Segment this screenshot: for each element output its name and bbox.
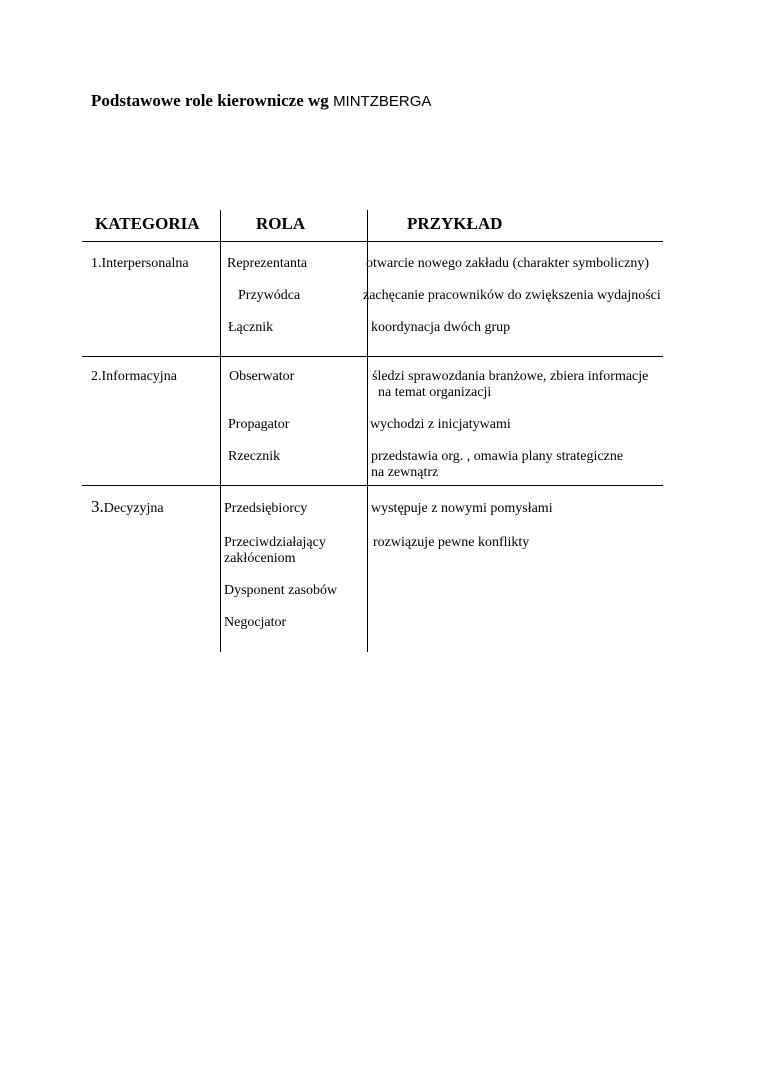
example-przedsiebiorcy: występuje z nowymi pomysłami [371,501,553,516]
example-propagator: wychodzi z inicjatywami [370,417,511,432]
role-rzecznik: Rzecznik [228,449,281,464]
header-category: KATEGORIA [95,214,200,233]
category-decisional [91,499,164,517]
header-example: PRZYKŁAD [407,214,503,233]
category-informational: 2.Informacyjna [91,369,177,384]
example-obserwator-line2: na temat organizacji [378,385,492,400]
role-dysponent: Dysponent zasobów [224,583,338,598]
role-negocjator: Negocjator [224,615,287,630]
role-przeciwdzialajacy-line2: zakłóceniom [224,551,296,566]
title-rest: MINTZBERGA [333,93,432,110]
example-lacznik: koordynacja dwóch grup [371,320,511,335]
role-przeciwdzialajacy-line1: Przeciwdziałający [224,535,326,550]
title-bold: Podstawowe role kierownicze wg [91,91,329,110]
section-separator-2 [82,485,663,486]
role-przedsiebiorcy: Przedsiębiorcy [224,501,308,516]
example-obserwator-line1: śledzi sprawozdania branżowe, zbiera informacje [372,369,649,384]
column-divider-2 [367,210,368,652]
header-separator [82,241,663,242]
header-role: ROLA [256,214,306,233]
section-separator-1 [82,356,663,357]
role-propagator: Propagator [228,417,290,432]
role-przywodca: Przywódca [238,288,301,303]
example-przywodca: zachęcanie pracowników do zwiększenia wydajności [363,288,661,303]
category-interpersonal: 1.Interpersonalna [91,256,189,271]
role-reprezentanta: Reprezentanta [227,256,308,271]
example-reprezentanta: otwarcie nowego zakładu (charakter symboliczny) [366,256,649,271]
example-przeciwdzialajacy: rozwiązuje pewne konflikty [373,535,530,550]
role-lacznik: Łącznik [228,320,274,335]
example-rzecznik-line2: na zewnątrz [371,465,439,480]
role-obserwator: Obserwator [229,369,295,384]
example-rzecznik-line1: przedstawia org. , omawia plany strategiczne [371,449,624,464]
column-divider-1 [220,210,221,652]
category-decisional-number: 3. [91,497,104,516]
document-title [91,91,431,111]
category-decisional-text: Decyzyjna [103,501,164,516]
